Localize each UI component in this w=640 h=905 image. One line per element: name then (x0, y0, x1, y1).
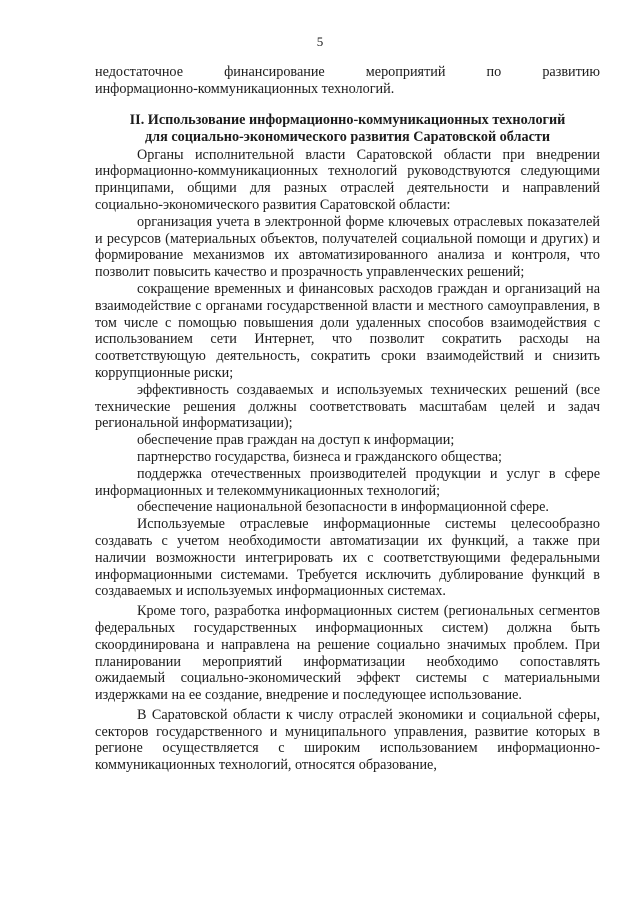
paragraph-principle-partnership: партнерство государства, бизнеса и гражданского общества; (137, 448, 502, 465)
section-title-line-1: II. Использование информационно-коммуникационных технологий (129, 111, 566, 128)
section-heading (95, 98, 600, 147)
document-body (95, 64, 600, 774)
paragraph-principle-accounting: организация учета в электронной форме ключевых отраслевых показателей и ресурсов (материальных объектов, получателей социальной помощи и других) и формирование механизмов их автоматизированного анализа и контроля, что позволит повысить качество и прозрачность управленческих решений; (95, 213, 600, 281)
paragraph-principle-access: обеспечение прав граждан на доступ к информации; (137, 432, 455, 449)
paragraph-principle-cost-reduction: сокращение временных и финансовых расходов граждан и организаций на взаимодействие с органами государственной власти и местного самоуправления, в том числе с помощью повышения доли удаленных способов взаимодействия с использованием сети Интернет, что позволит сократить расходы на соответствующую деятельность, сократить сроки взаимодействий и снизить коррупционные риски; (95, 280, 600, 381)
paragraph-coordination: Кроме того, разработка информационных систем (региональных сегментов федеральных государственных информационных систем) должна быть скоординирована и направлена на решение социально значимых проблем. При планировании мероприятий информатизации необходимо сопоставлять ожидаемый социально-экономический эффект системы с материальными издержками на ее создание, внедрение и последующее использование. (95, 603, 600, 704)
section-title-line-2: для социально-экономического развития Саратовской области (144, 128, 551, 145)
paragraph-principle-security: обеспечение национальной безопасности в информационной сфере. (137, 499, 549, 516)
page-number: 5 (316, 34, 324, 49)
paragraph-saratov-sectors: В Саратовской области к числу отраслей экономики и социальной сферы, секторов государственного и муниципального управления, развитие которых в регионе осуществляется с широким использованием информационно-коммуникационных технологий, относятся образование, (95, 706, 600, 774)
paragraph-principle-domestic-support: поддержка отечественных производителей продукции и услуг в сфере информационных и телекоммуникационных технологий; (95, 465, 600, 499)
intro-line-2: информационно-коммуникационных технологий. (95, 80, 395, 97)
paragraph-principle-efficiency: эффективность создаваемых и используемых технических решений (все технические решения должны соответствовать масштабам целей и задач региональной информатизации); (95, 381, 600, 432)
paragraph-sectoral-systems: Используемые отраслевые информационные системы целесообразно создавать с учетом необходимости автоматизации их функций, а также при наличии возможности интегрировать их с соответствующими федеральными информационными системами. Требуется исключить дублирование функций в создаваемых и используемых информационных системах. (95, 516, 600, 600)
paragraph-principles-intro: Органы исполнительной власти Саратовской области при внедрении информационно-коммуникационных технологий руководствуются следующими принципами, общими для разных отраслей деятельности и направлений социально-экономического развития Саратовской области: (95, 146, 600, 213)
intro-line-1: недостаточное финансирование мероприятий по развитию (95, 64, 600, 80)
